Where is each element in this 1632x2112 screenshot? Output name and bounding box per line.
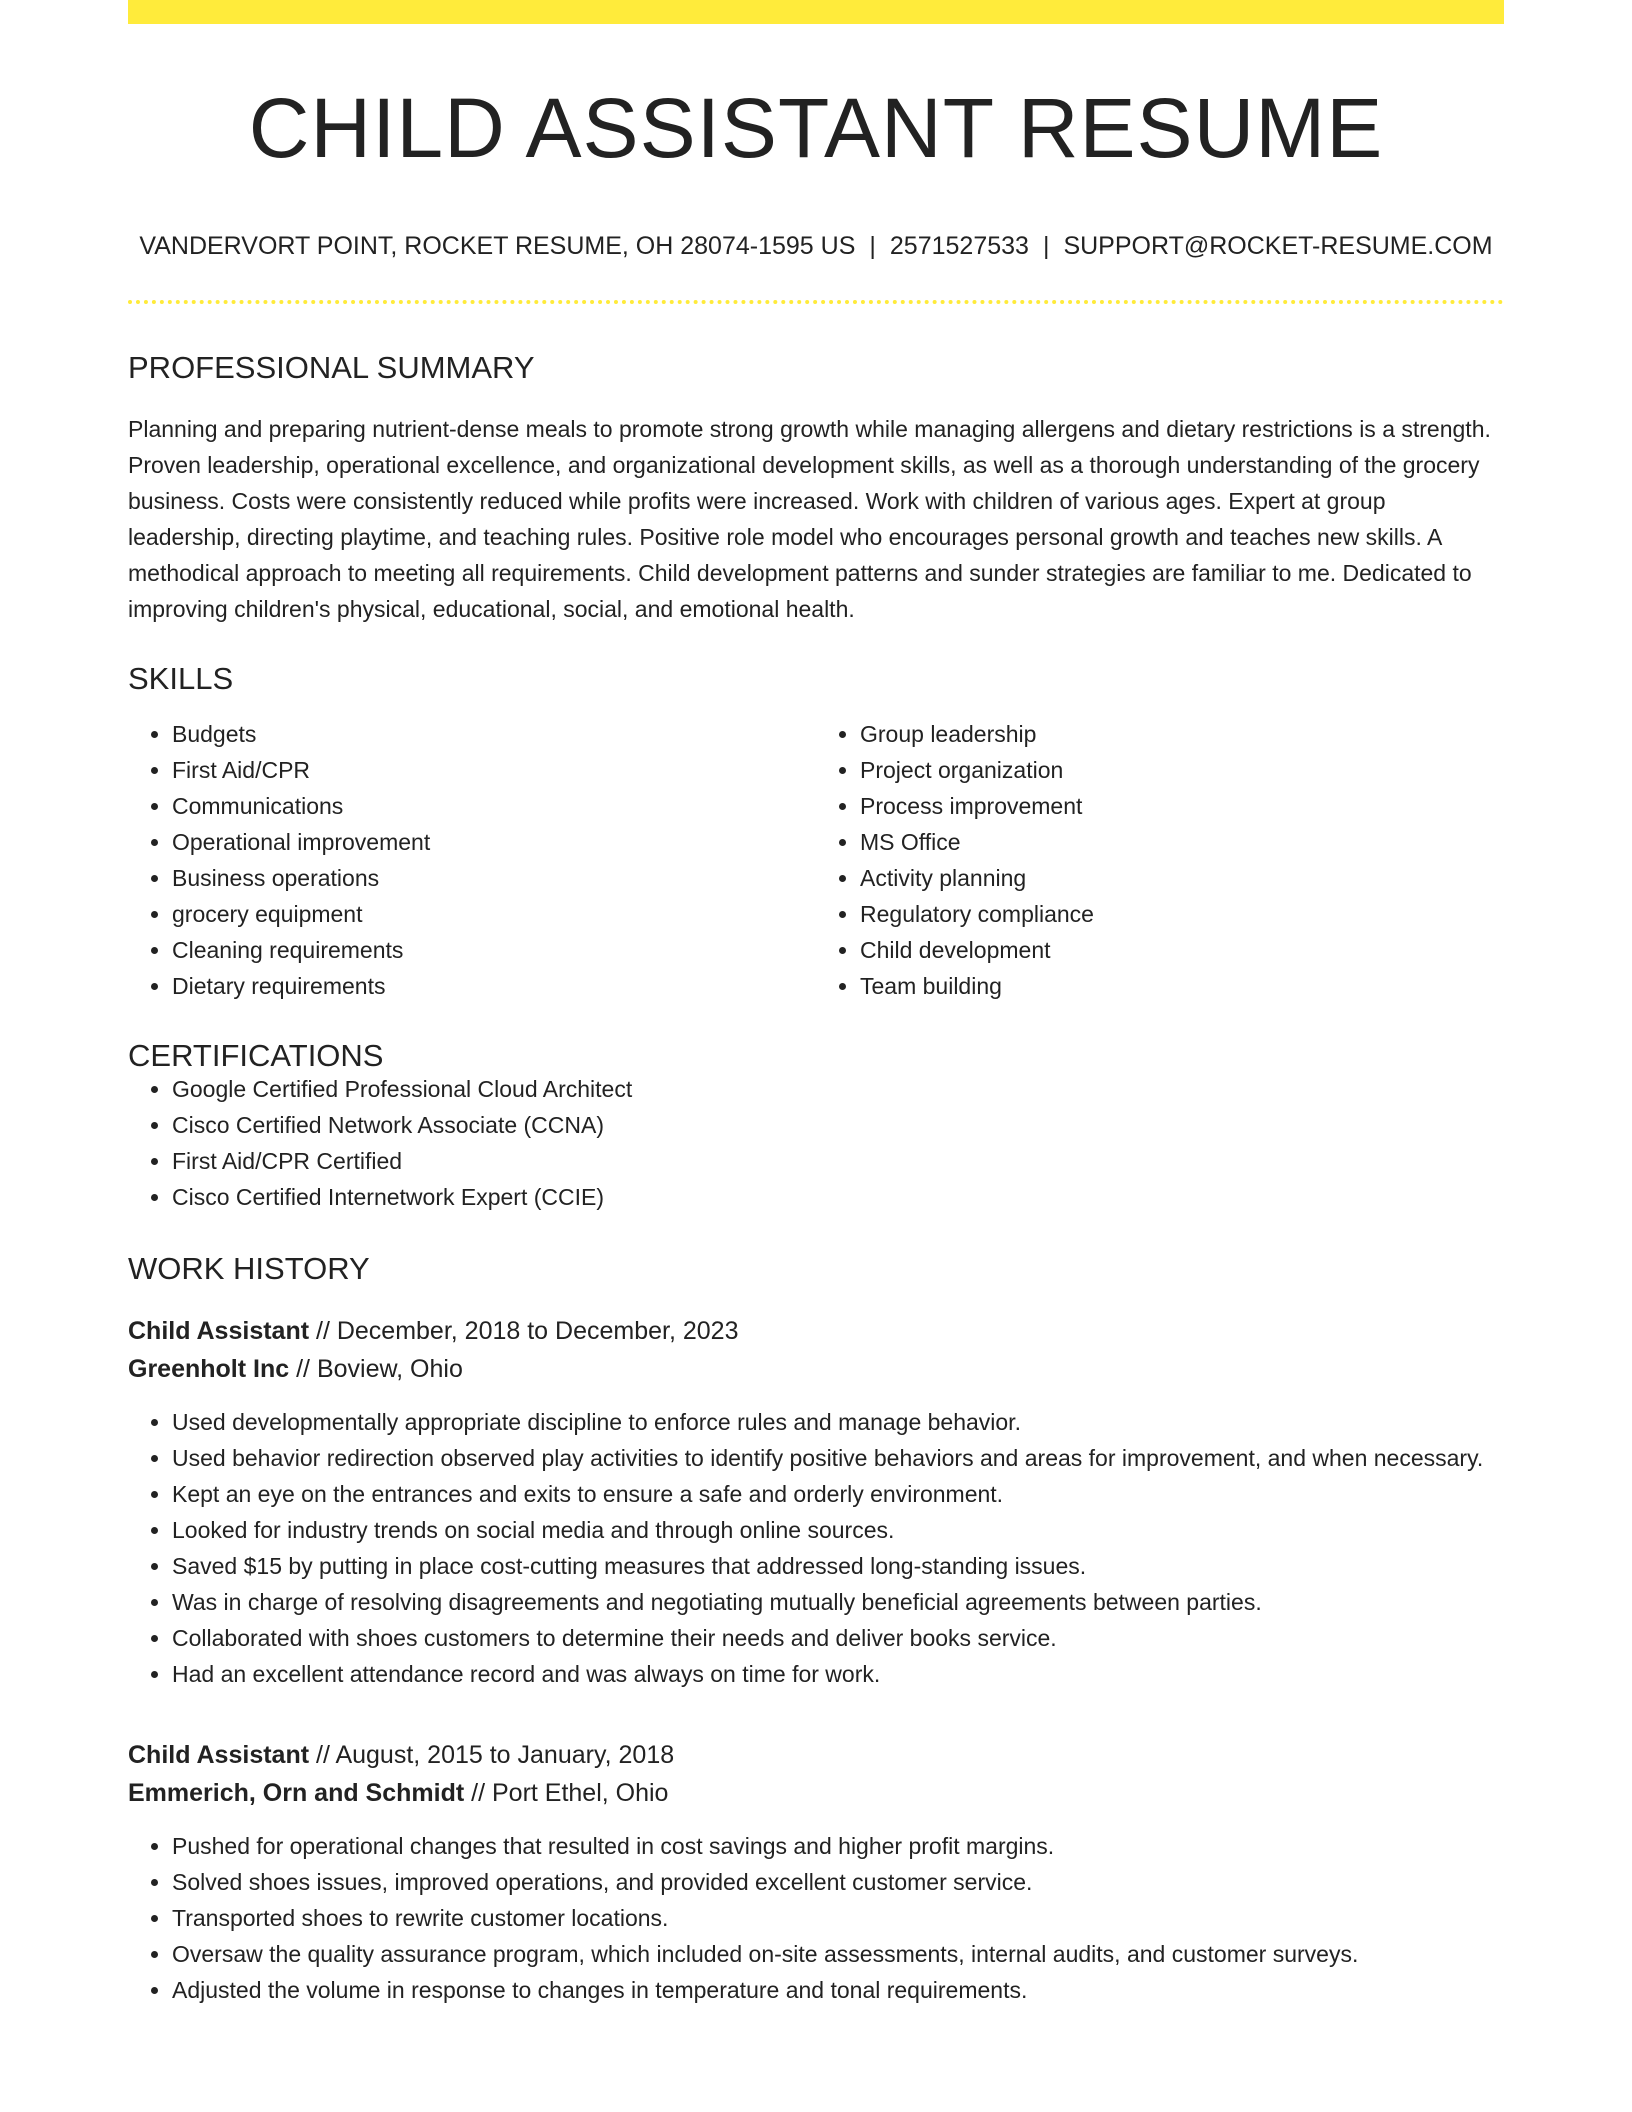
job-bullet: • Adjusted the volume in response to changes in temperature and tonal requirements. bbox=[172, 1972, 1504, 2008]
skill-item: • First Aid/CPR bbox=[172, 752, 816, 788]
certification-item: • Cisco Certified Internetwork Expert (CCIE) bbox=[172, 1179, 1504, 1215]
work-history-heading: WORK HISTORY bbox=[128, 1251, 370, 1286]
job-bullet: • Used developmentally appropriate discipline to enforce rules and manage behavior. bbox=[172, 1404, 1504, 1440]
job-separator: // bbox=[309, 1317, 337, 1345]
separator: | bbox=[1042, 232, 1050, 260]
job-company-line bbox=[128, 1350, 1504, 1388]
skills-heading: SKILLS bbox=[128, 661, 234, 696]
job-location: Boview, Ohio bbox=[316, 1355, 463, 1383]
job-title: Child Assistant bbox=[128, 1741, 310, 1769]
separator: | bbox=[869, 232, 876, 260]
skill-item: • MS Office bbox=[860, 824, 1504, 860]
skill-item: • Business operations bbox=[172, 860, 816, 896]
skill-item: • Cleaning requirements bbox=[172, 932, 816, 968]
job-bullet: • Oversaw the quality assurance program, which included on-site assessments, internal audits, and customer surveys. bbox=[172, 1936, 1504, 1972]
job-bullet: • Pushed for operational changes that resulted in cost savings and higher profit margins. bbox=[172, 1828, 1504, 1864]
job-company-line bbox=[128, 1774, 1504, 1812]
skill-item: • Activity planning bbox=[860, 860, 1504, 896]
accent-bar bbox=[128, 0, 1504, 24]
job-bullet: • Transported shoes to rewrite customer locations. bbox=[172, 1900, 1504, 1936]
dotted-divider bbox=[128, 300, 1504, 304]
skill-item: • Team building bbox=[860, 968, 1504, 1004]
job-bullet: • Looked for industry trends on social media and through online sources. bbox=[172, 1512, 1504, 1548]
job-separator: // bbox=[289, 1355, 317, 1383]
skills-columns bbox=[128, 716, 1504, 1004]
skill-item: • Process improvement bbox=[860, 788, 1504, 824]
skill-item: • Group leadership bbox=[860, 716, 1504, 752]
job-company: Greenholt Inc bbox=[128, 1355, 290, 1383]
job-dates: August, 2015 to January, 2018 bbox=[335, 1741, 675, 1769]
job-bullets bbox=[128, 1828, 1504, 2008]
job-bullet: • Kept an eye on the entrances and exits to ensure a safe and orderly environment. bbox=[172, 1476, 1504, 1512]
skill-item: • Dietary requirements bbox=[172, 968, 816, 1004]
job-company: Emmerich, Orn and Schmidt bbox=[128, 1779, 465, 1807]
job-dates: December, 2018 to December, 2023 bbox=[336, 1317, 739, 1345]
job-bullets bbox=[128, 1404, 1504, 1692]
address-text: VANDERVORT POINT, ROCKET RESUME, OH 28074-1595 US bbox=[139, 232, 856, 260]
skill-item: • Communications bbox=[172, 788, 816, 824]
skills-list-left bbox=[128, 716, 816, 1004]
skills-list-right bbox=[816, 716, 1504, 1004]
resume-page bbox=[128, 0, 1504, 2008]
job-bullet: • Collaborated with shoes customers to determine their needs and deliver books service. bbox=[172, 1620, 1504, 1656]
certifications-heading: CERTIFICATIONS bbox=[128, 1038, 384, 1073]
certifications-list bbox=[128, 1071, 1504, 1215]
skill-item: • grocery equipment bbox=[172, 896, 816, 932]
job-title-line bbox=[128, 1312, 1504, 1350]
job-bullet: • Was in charge of resolving disagreements and negotiating mutually beneficial agreements between parties. bbox=[172, 1584, 1504, 1620]
skill-item: • Regulatory compliance bbox=[860, 896, 1504, 932]
certification-item: • Cisco Certified Network Associate (CCNA) bbox=[172, 1107, 1504, 1143]
email-text: SUPPORT@ROCKET-RESUME.COM bbox=[1063, 232, 1493, 260]
job-entry bbox=[128, 1736, 1504, 2008]
job-separator: // bbox=[464, 1779, 492, 1807]
phone-text: 2571527533 bbox=[889, 232, 1029, 260]
job-bullet: • Used behavior redirection observed play activities to identify positive behaviors and areas for improvement, and when necessary. bbox=[172, 1440, 1504, 1476]
job-entry bbox=[128, 1312, 1504, 1692]
job-title-line bbox=[128, 1736, 1504, 1774]
job-bullet: • Had an excellent attendance record and was always on time for work. bbox=[172, 1656, 1504, 1692]
skill-item: • Child development bbox=[860, 932, 1504, 968]
skill-item: • Project organization bbox=[860, 752, 1504, 788]
certification-item: • First Aid/CPR Certified bbox=[172, 1143, 1504, 1179]
page-title: CHILD ASSISTANT RESUME bbox=[248, 81, 1384, 175]
job-bullet: • Saved $15 by putting in place cost-cutting measures that addressed long-standing issues. bbox=[172, 1548, 1504, 1584]
skill-item: • Budgets bbox=[172, 716, 816, 752]
contact-line bbox=[128, 234, 1504, 259]
summary-heading: PROFESSIONAL SUMMARY bbox=[128, 350, 535, 385]
job-title: Child Assistant bbox=[128, 1317, 310, 1345]
job-bullet: • Solved shoes issues, improved operations, and provided excellent customer service. bbox=[172, 1864, 1504, 1900]
job-location: Port Ethel, Ohio bbox=[491, 1779, 669, 1807]
skill-item: • Operational improvement bbox=[172, 824, 816, 860]
summary-text: Planning and preparing nutrient-dense meals to promote strong growth while managing allergens and dietary restrictions is a strength. Proven leadership, operational excellence, and organizational development skills, as well as a thorough understanding of the grocery business. Costs were consistently reduced while profits were increased. Work with children of various ages. Expert at group leadership, directing playtime, and teaching rules. Positive role model who encourages personal growth and teaches new skills. A methodical approach to meeting all requirements. Child development patterns and sunder strategies are familiar to me. Dedicated to improving children's physical, educational, social, and emotional health. bbox=[128, 416, 1491, 622]
certification-item: • Google Certified Professional Cloud Architect bbox=[172, 1071, 1504, 1107]
job-separator: // bbox=[309, 1741, 336, 1769]
